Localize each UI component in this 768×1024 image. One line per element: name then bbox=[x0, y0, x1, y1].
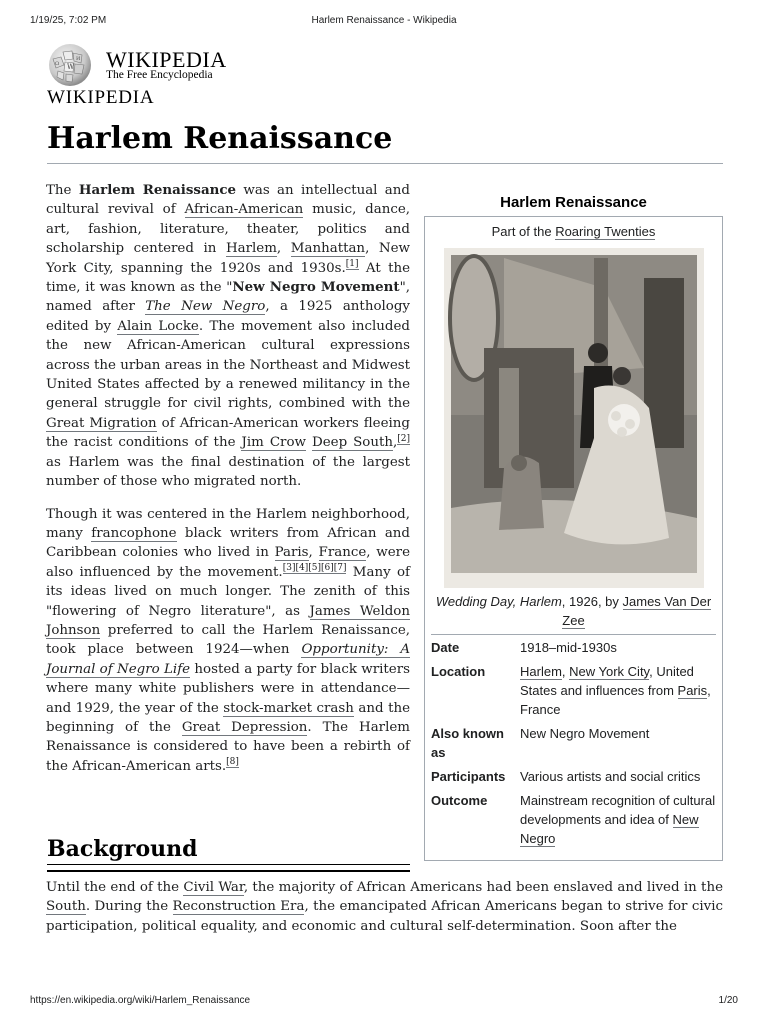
link-france[interactable]: France bbox=[318, 545, 367, 561]
term-harlem-renaissance: Harlem Renaissance bbox=[78, 182, 237, 198]
print-doc-title: Harlem Renaissance - Wikipedia bbox=[311, 15, 457, 26]
link-infobox-harlem[interactable]: Harlem bbox=[520, 664, 562, 679]
lead-paragraph-1: The Harlem Renaissance was an intellectual and cultural revival of African-American music, dance, art, fashion, literature, theater, politics and scholarship centered in Harlem, Manhattan, New York City, spanning the 1920s and 1930s.[1] At the time, it was known as the "New Negro Movement", named after The New Negro, a 1925 anthology edited by Alain Locke. The movement also included the new African-American cultural expressions across the urban areas in the Northeast and Midwest United States affected by a renewed militancy in the general struggle for civil rights, combined with the Great Migration of African-American workers fleeing the racist conditions of the Jim Crow Deep South,[2] as Harlem was the final destination of the largest number of those who migrated north. bbox=[46, 182, 411, 490]
citation-1[interactable]: [1] bbox=[345, 259, 359, 270]
citation-8[interactable]: [8] bbox=[226, 757, 239, 768]
link-opportunity-journal[interactable]: Opportunity: A Journal of Negro Life bbox=[46, 642, 410, 677]
link-alain-locke[interactable]: Alain Locke bbox=[117, 318, 199, 334]
infobox-row-date: Date 1918–mid-1930s bbox=[431, 640, 617, 655]
svg-text:W: W bbox=[67, 63, 75, 71]
link-south[interactable]: South bbox=[46, 899, 86, 915]
print-url: https://en.wikipedia.org/wiki/Harlem_Renaissance bbox=[30, 995, 251, 1006]
link-new-york-city[interactable]: New York City bbox=[569, 664, 650, 679]
link-reconstruction-era[interactable]: Reconstruction Era bbox=[172, 899, 305, 915]
infobox-row-outcome: Outcome Mainstream recognition of cultural developments and idea of New Negro bbox=[431, 793, 716, 846]
term-new-negro-movement: New Negro Movement bbox=[232, 279, 400, 296]
wikipedia-globe-icon bbox=[46, 43, 96, 87]
infobox-photo[interactable] bbox=[444, 248, 704, 588]
print-datetime: 1/19/25, 7:02 PM bbox=[30, 15, 107, 26]
link-african-american[interactable]: African-American bbox=[184, 202, 304, 218]
citation-2[interactable]: [2] bbox=[397, 433, 411, 444]
infobox-title: Harlem Renaissance bbox=[500, 194, 647, 211]
section-divider bbox=[47, 870, 410, 872]
print-page-number: 1/20 bbox=[718, 995, 738, 1006]
background-paragraph: Until the end of the Civil War, the majority of African Americans had been enslaved and lived in the South. During the Reconstruction Era, the emancipated African Americans began to strive for civic participation, political equality, and economic and cultural self-determination. Soon after the bbox=[46, 880, 723, 934]
citation-5[interactable]: [5] bbox=[308, 563, 321, 574]
link-jim-crow[interactable]: Jim Crow bbox=[241, 435, 306, 451]
print-footer bbox=[30, 995, 738, 1009]
infobox-table bbox=[431, 634, 716, 850]
infobox bbox=[424, 190, 723, 861]
link-deep-south[interactable]: Deep South bbox=[311, 435, 393, 451]
link-james-van-der-zee[interactable]: James Van Der Zee bbox=[562, 594, 712, 628]
link-stock-market-crash[interactable]: stock-market crash bbox=[223, 700, 354, 716]
citation-7[interactable]: [7] bbox=[333, 563, 347, 574]
svg-text:И: И bbox=[76, 56, 81, 62]
svg-text:Ω: Ω bbox=[55, 61, 60, 67]
wikipedia-wordmark-secondary: WIKIPEDIA bbox=[47, 87, 155, 108]
article-lead bbox=[46, 181, 410, 789]
link-james-weldon-johnson[interactable]: James Weldon Johnson bbox=[46, 603, 410, 638]
link-manhattan[interactable]: Manhattan bbox=[290, 241, 366, 257]
wedding-photo-illustration bbox=[444, 248, 704, 588]
link-infobox-paris[interactable]: Paris bbox=[677, 683, 708, 698]
infobox-body bbox=[424, 216, 723, 861]
citation-4[interactable]: [4] bbox=[295, 563, 309, 574]
wikipedia-wordmark: WIKIPEDIA bbox=[106, 47, 227, 72]
citation-3[interactable]: [3] bbox=[282, 563, 296, 574]
link-civil-war[interactable]: Civil War bbox=[183, 880, 244, 895]
infobox-row-participants: Participants Various artists and social critics bbox=[431, 769, 701, 784]
citation-6[interactable]: [6] bbox=[320, 563, 334, 574]
infobox-subtitle: Part of the Roaring Twenties bbox=[491, 224, 656, 239]
link-new-negro[interactable]: New Negro bbox=[520, 812, 699, 846]
link-paris[interactable]: Paris bbox=[274, 545, 309, 561]
infobox-row-also-known-as: Also known as New Negro Movement bbox=[431, 726, 650, 760]
link-roaring-twenties[interactable]: Roaring Twenties bbox=[555, 224, 656, 239]
link-francophone[interactable]: francophone bbox=[91, 525, 177, 541]
section-heading-background: Background bbox=[47, 836, 410, 865]
wikipedia-tagline: The Free Encyclopedia bbox=[106, 69, 213, 81]
print-header bbox=[30, 15, 738, 29]
infobox-row-location: Location Harlem, New York City, United States and influences from Paris, France bbox=[431, 664, 711, 717]
link-the-new-negro[interactable]: The New Negro bbox=[145, 299, 266, 315]
link-great-depression[interactable]: Great Depression bbox=[181, 719, 308, 735]
infobox-caption: Wedding Day, Harlem, 1926, by James Van Der Zee bbox=[435, 594, 712, 628]
lead-paragraph-2: Though it was centered in the Harlem neighborhood, many francophone black writers from African and Caribbean colonies who lived in Paris, France, were also influenced by the movement.[3][4][5][6][7] Many of its ideas lived on much longer. The zenith of this "flowering of Negro literature", as James Weldon Johnson preferred to call the Harlem Renaissance, took place between 1924—when Opportunity: A Journal of Negro Life hosted a party for black writers where many white publishers were in attendance—and 1929, the year of the stock-market crash and the beginning of the Great Depression. The Harlem Renaissance is considered to have been a rebirth of the African-American arts.[8] bbox=[46, 506, 411, 774]
page-title: Harlem Renaissance bbox=[47, 121, 723, 164]
link-harlem[interactable]: Harlem bbox=[225, 241, 277, 257]
link-great-migration[interactable]: Great Migration bbox=[46, 415, 157, 431]
